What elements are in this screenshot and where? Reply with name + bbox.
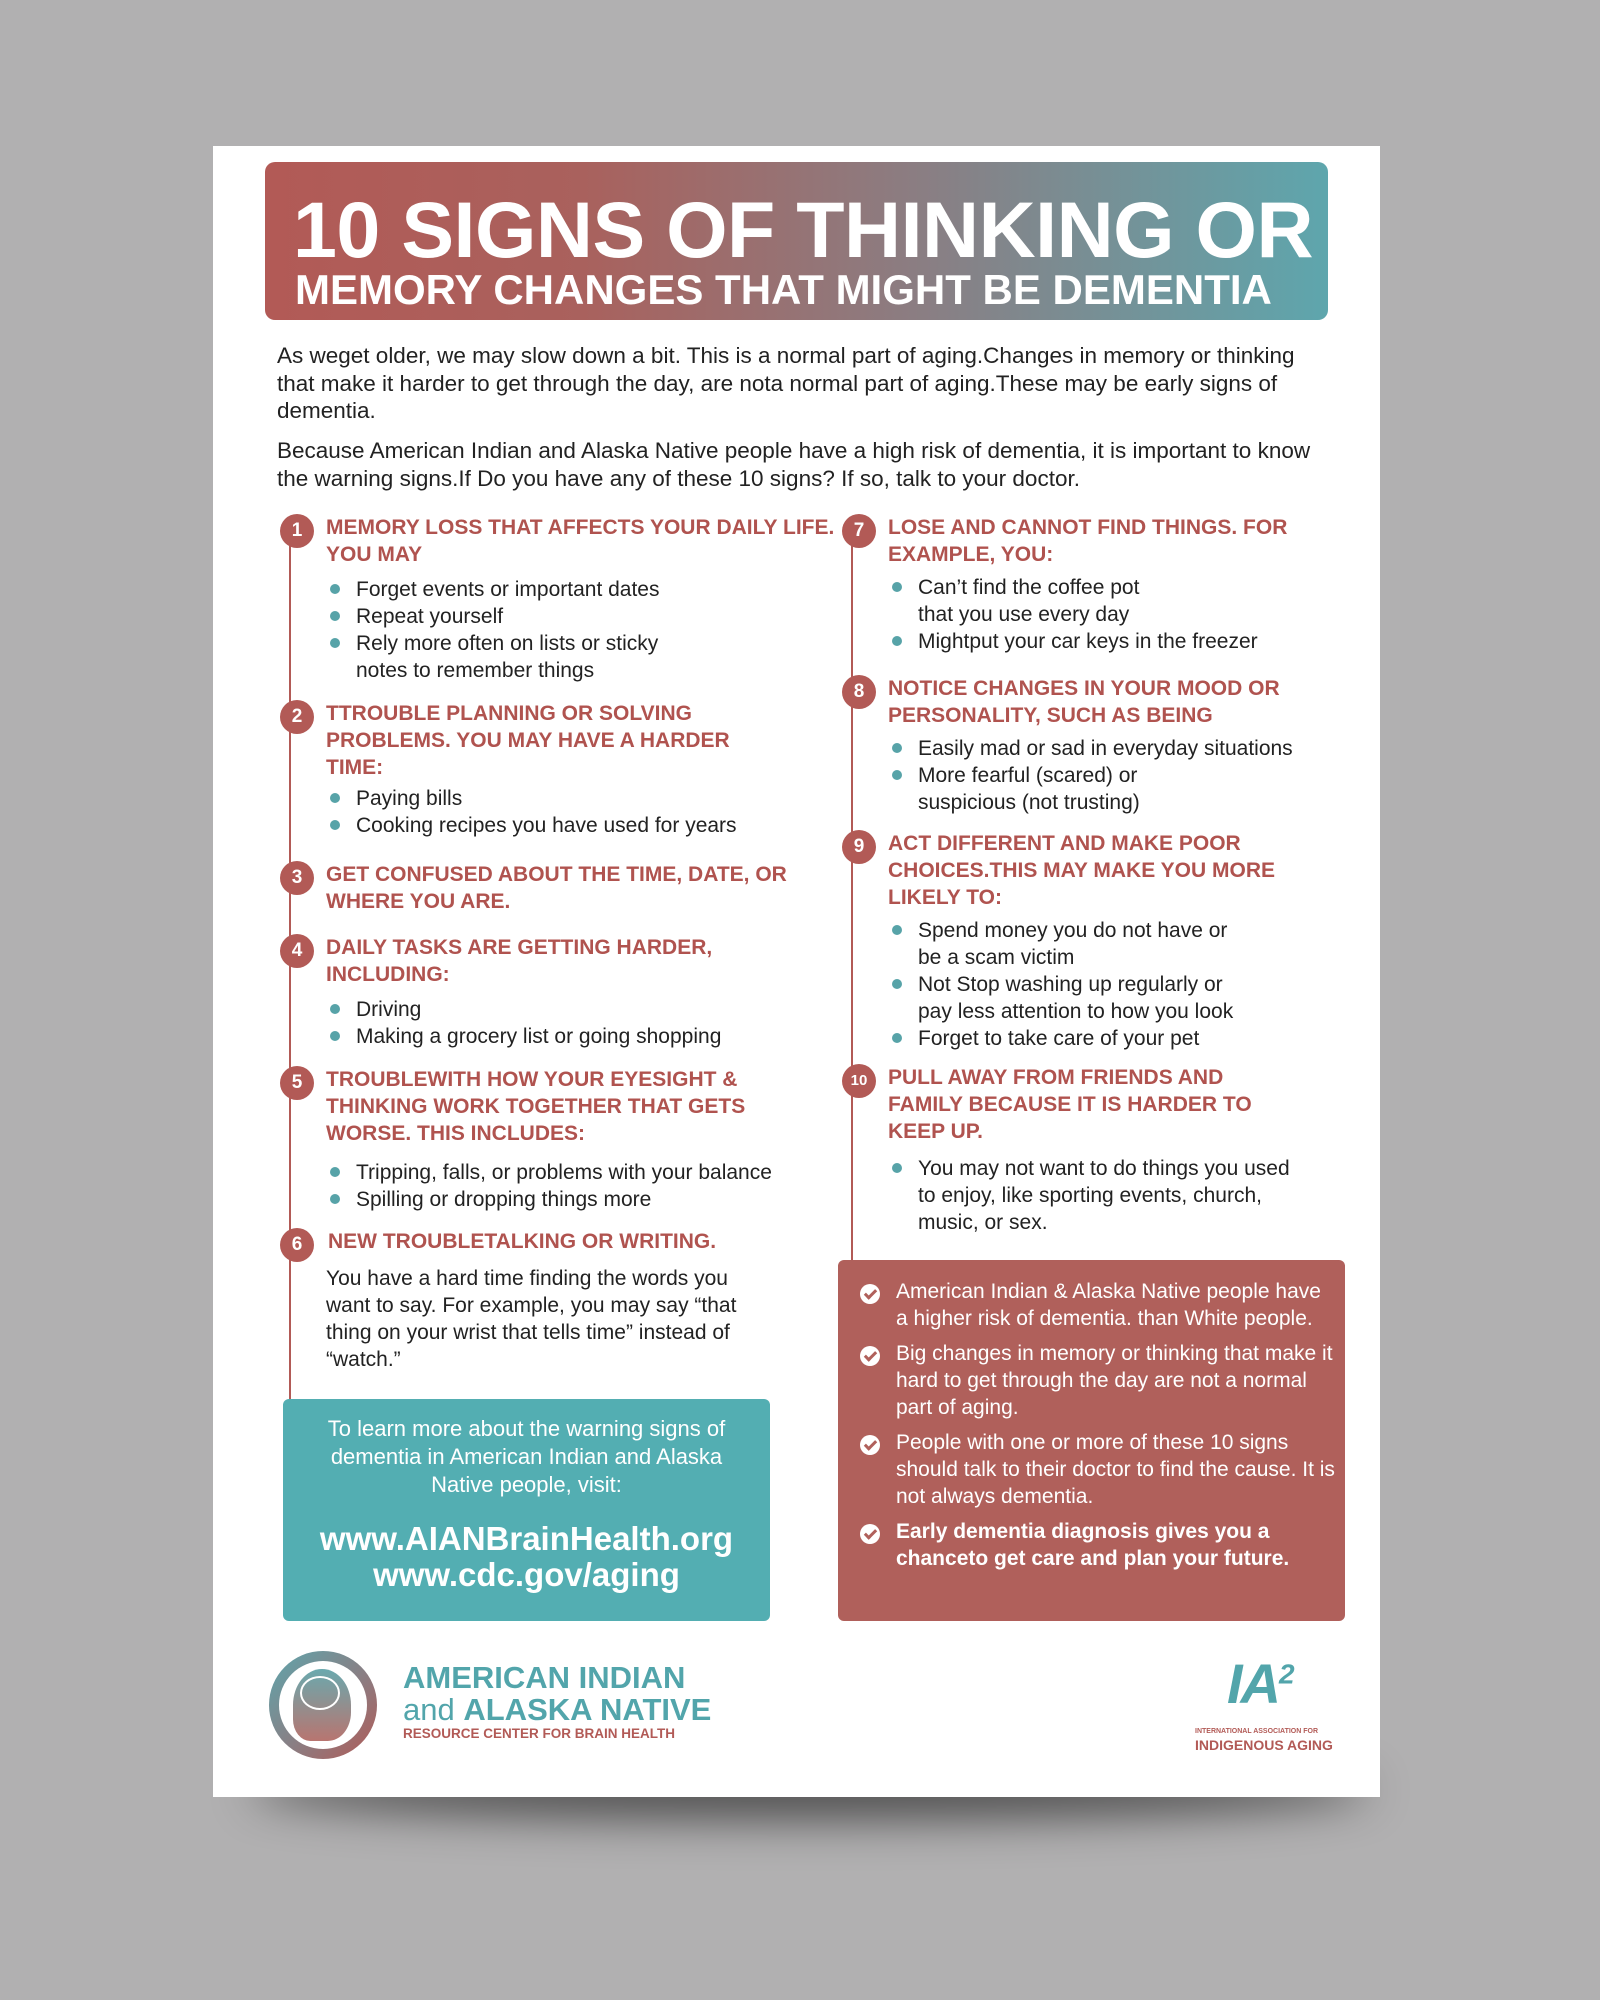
logo-text-american-indian: AMERICAN INDIAN <box>403 1660 686 1695</box>
list-item: Rely more often on lists or sticky notes to remember things <box>326 630 706 684</box>
sign-heading: MEMORY LOSS THAT AFFECTS YOUR DAILY LIFE. YOU MAY <box>326 516 835 566</box>
sign-number-badge: 2 <box>280 700 314 734</box>
sign-7 <box>853 514 1418 655</box>
checkmark-icon <box>860 1284 880 1304</box>
learn-more-text: To learn more about the warning signs of dementia in American Indian and Alaska Native people, visit: <box>327 1416 726 1497</box>
ia-logo-caption-1: INTERNATIONAL ASSOCIATION FOR <box>1195 1728 1319 1735</box>
intro-paragraph-1: As weget older, we may slow down a bit. This is a normal part of aging.Changes in memory or thinking that make it harder to get through the day, are nota normal part of aging.These may be early signs of dementia. <box>277 343 1295 423</box>
sign-number-badge: 10 <box>842 1064 876 1098</box>
list-item: More fearful (scared) or suspicious (not trusting) <box>888 762 1238 816</box>
sign-heading: TTROUBLE PLANNING OR SOLVING PROBLEMS. YOU MAY HAVE A HARDER TIME: <box>326 702 730 779</box>
sign-heading: NOTICE CHANGES IN YOUR MOOD OR PERSONALITY, SUCH AS BEING <box>888 677 1280 727</box>
sign-4 <box>291 934 856 1050</box>
sign-number-badge: 9 <box>842 830 876 864</box>
sign-number-badge: 4 <box>280 934 314 968</box>
logo-text-and: and <box>403 1692 455 1727</box>
sign-heading: GET CONFUSED ABOUT THE TIME, DATE, OR WHERE YOU ARE. <box>326 863 787 913</box>
website-link-cdc[interactable]: www.cdc.gov/aging <box>373 1556 680 1593</box>
fact-item <box>856 1518 1337 1572</box>
sign-5 <box>291 1066 856 1213</box>
list-item: Cooking recipes you have used for years <box>326 812 856 839</box>
sign-heading: LOSE AND CANNOT FIND THINGS. FOR EXAMPLE, YOU: <box>888 516 1288 566</box>
list-item: Driving <box>326 996 856 1023</box>
sign-heading: DAILY TASKS ARE GETTING HARDER, INCLUDING: <box>326 936 713 986</box>
sign-6 <box>291 1228 856 1373</box>
sign-10 <box>850 1064 1418 1236</box>
title-line-1: 10 SIGNS OF THINKING OR <box>293 185 1314 274</box>
list-item: Spilling or dropping things more <box>326 1186 856 1213</box>
brain-health-logo-icon <box>269 1651 377 1759</box>
ia-logo-superscript: 2 <box>1279 1658 1293 1690</box>
list-item: Not Stop washing up regularly or pay less attention to how you look <box>888 971 1238 1025</box>
fact-item <box>856 1429 1337 1510</box>
fact-item <box>856 1278 1337 1332</box>
fact-item <box>856 1340 1337 1421</box>
sign-number-badge: 6 <box>280 1228 314 1262</box>
checkmark-icon <box>860 1346 880 1366</box>
logo-text-alaska: ALASKA NATIVE <box>463 1692 712 1727</box>
ia-logo-caption-2: INDIGENOUS AGING <box>1195 1737 1333 1753</box>
list-item: Repeat yourself <box>326 603 706 630</box>
list-item: Forget to take care of your pet <box>888 1025 1418 1052</box>
sign-heading: TROUBLEWITH HOW YOUR EYESIGHT & THINKING WORK TOGETHER THAT GETS WORSE. THIS INCLUDES: <box>326 1068 746 1145</box>
ia-logo-mark: IA <box>1227 1652 1279 1715</box>
list-item: You may not want to do things you used to enjoy, like sporting events, church, music, or sex. <box>888 1155 1298 1236</box>
list-item: Spend money you do not have or be a scam victim <box>888 917 1238 971</box>
sign-number-badge: 1 <box>280 514 314 548</box>
flyer-page <box>213 146 1380 1797</box>
fact-text: Big changes in memory or thinking that make it hard to get through the day are not a normal part of aging. <box>896 1342 1333 1419</box>
sign-heading: ACT DIFFERENT AND MAKE POOR CHOICES.THIS MAY MAKE YOU MORE LIKELY TO: <box>888 832 1276 909</box>
sign-number-badge: 7 <box>842 514 876 548</box>
sign-2 <box>291 700 856 839</box>
sign-9 <box>853 830 1418 1052</box>
list-item: Making a grocery list or going shopping <box>326 1023 856 1050</box>
list-item: Can’t find the coffee pot that you use every day <box>888 574 1178 628</box>
checkmark-icon <box>860 1524 880 1544</box>
sign-1 <box>291 514 856 684</box>
checkmark-icon <box>860 1435 880 1455</box>
fact-text: People with one or more of these 10 signs should talk to their doctor to find the cause. It is not always dementia. <box>896 1431 1335 1508</box>
sign-8 <box>853 675 1418 816</box>
list-item: Mightput your car keys in the freezer <box>888 628 1318 655</box>
sign-heading: NEW TROUBLETALKING OR WRITING. <box>328 1230 717 1253</box>
list-item: Tripping, falls, or problems with your balance <box>326 1159 856 1186</box>
title-banner <box>265 162 1328 320</box>
sign-heading: PULL AWAY FROM FRIENDS AND FAMILY BECAUSE IT IS HARDER TO KEEP UP. <box>888 1066 1252 1143</box>
sign-3 <box>291 861 856 915</box>
website-link-aian[interactable]: www.AIANBrainHealth.org <box>319 1520 734 1557</box>
title-line-2: MEMORY CHANGES THAT MIGHT BE DEMENTIA <box>295 266 1272 313</box>
sign-number-badge: 5 <box>280 1066 314 1100</box>
ia2-logo <box>1227 1651 1293 1716</box>
sign-number-badge: 8 <box>842 675 876 709</box>
fact-text: American Indian & Alaska Native people have a higher risk of dementia. than White people. <box>896 1280 1321 1330</box>
logo-text-resource-center: RESOURCE CENTER FOR BRAIN HEALTH <box>403 1726 676 1741</box>
logo-text-alaska-native <box>403 1692 711 1728</box>
sign-text: You have a hard time finding the words you want to say. For example, you may say “that thing on your wrist that tells time” instead of “watch.” <box>326 1267 737 1371</box>
left-timeline-line <box>289 536 291 1516</box>
fact-text: Early dementia diagnosis gives you a chanceto get care and plan your future. <box>896 1520 1290 1570</box>
list-item: Easily mad or sad in everyday situations <box>888 735 1338 762</box>
key-facts-box <box>838 1260 1345 1621</box>
list-item: Forget events or important dates <box>326 576 706 603</box>
learn-more-box <box>283 1399 770 1621</box>
sign-number-badge: 3 <box>280 861 314 895</box>
list-item: Paying bills <box>326 785 856 812</box>
intro-paragraph-2: Because American Indian and Alaska Native people have a high risk of dementia, it is important to know the warning signs.If Do you have any of these 10 signs? If so, talk to your doctor. <box>277 438 1311 491</box>
